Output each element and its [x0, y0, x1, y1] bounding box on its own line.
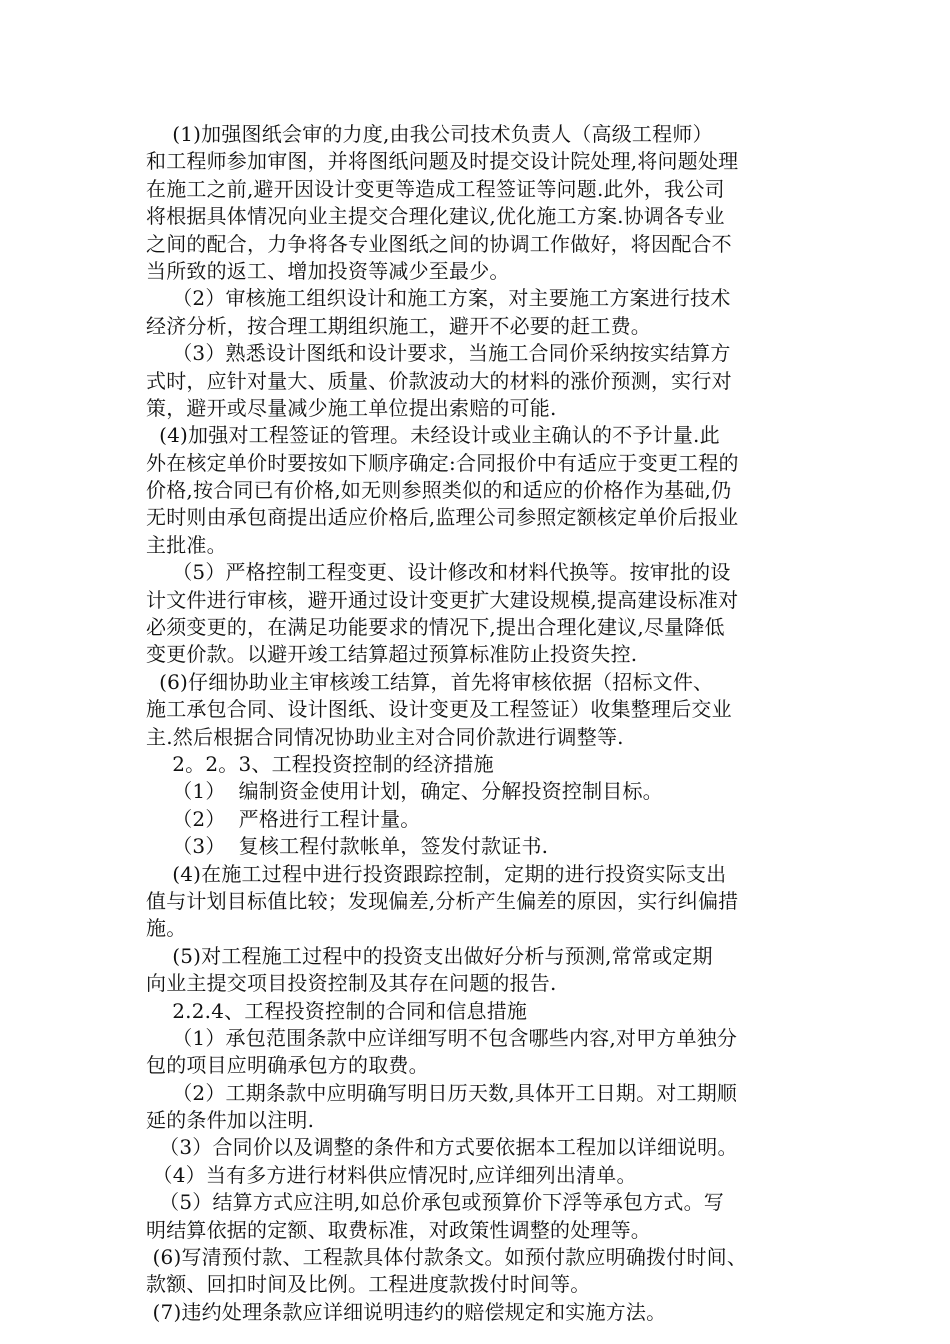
- text-line: (6)写清预付款、工程款具体付款条文。如预付款应明确拨付时间、: [146, 1245, 748, 1270]
- text-line: （3）合同价以及调整的条件和方式要依据本工程加以详细说明。: [146, 1135, 738, 1160]
- text-line: (4)加强对工程签证的管理。未经设计或业主确认的不予计量.此: [146, 423, 720, 448]
- text-line: 2.2.4、工程投资控制的合同和信息措施: [146, 998, 528, 1023]
- text-line: 经济分析，按合理工期组织施工，避开不必要的赶工费。: [146, 313, 651, 338]
- text-line: 施。: [146, 916, 187, 941]
- text-line: （2） 严格进行工程计量。: [146, 806, 421, 831]
- text-line: 无时则由承包商提出适应价格后,监理公司参照定额核定单价后报业: [146, 505, 739, 530]
- text-line: 将根据具体情况向业主提交合理化建议,优化施工方案.协调各专业: [146, 204, 725, 229]
- text-line: （3）熟悉设计图纸和设计要求，当施工合同价采纳按实结算方: [146, 341, 731, 366]
- text-line: 当所致的返工、增加投资等减少至最少。: [146, 258, 510, 283]
- text-line: 之间的配合，力争将各专业图纸之间的协调工作做好，将因配合不: [146, 231, 732, 256]
- text-line: 2。2。3、工程投资控制的经济措施: [146, 751, 494, 776]
- text-line: 款额、回扣时间及比例。工程进度款拨付时间等。: [146, 1272, 591, 1297]
- text-line: 向业主提交项目投资控制及其存在问题的报告.: [146, 971, 557, 996]
- text-line: (5)对工程施工过程中的投资支出做好分析与预测,常常或定期: [146, 943, 713, 968]
- text-line: (7)违约处理条款应详细说明违约的赔偿规定和实施方法。: [146, 1299, 667, 1324]
- text-line: （5）结算方式应注明,如总价承包或预算价下浮等承包方式。写: [146, 1190, 724, 1215]
- text-line: （2）工期条款中应明确写明日历天数,具体开工日期。对工期顺: [146, 1080, 738, 1105]
- text-line: 施工承包合同、设计图纸、设计变更及工程签证）收集整理后交业: [146, 697, 732, 722]
- text-line: 和工程师参加审图，并将图纸问题及时提交设计院处理,将问题处理: [146, 149, 739, 174]
- text-line: （4）当有多方进行材料供应情况时,应详细列出清单。: [146, 1162, 637, 1187]
- text-line: 策，避开或尽量减少施工单位提出索赔的可能.: [146, 395, 557, 420]
- text-line: 变更价款。以避开竣工结算超过预算标准防止投资失控.: [146, 642, 638, 667]
- text-line: 在施工之前,避开因设计变更等造成工程签证等问题.此外，我公司: [146, 176, 725, 201]
- text-line: 计文件进行审核，避开通过设计变更扩大建设规模,提高建设标准对: [146, 587, 739, 612]
- text-line: 外在核定单价时要按如下顺序确定:合同报价中有适应于变更工程的: [146, 450, 739, 475]
- text-line: (1)加强图纸会审的力度,由我公司技术负责人（高级工程师）: [146, 122, 713, 146]
- text-line: （3） 复核工程付款帐单，签发付款证书.: [146, 834, 549, 859]
- text-line: 包的项目应明确承包方的取费。: [146, 1053, 429, 1078]
- text-line: 主.然后根据合同情况协助业主对合同价款进行调整等.: [146, 724, 624, 749]
- document-body: [146, 121, 814, 1326]
- text-line: 式时，应针对量大、质量、价款波动大的材料的涨价预测，实行对: [146, 368, 732, 393]
- text-line: （1） 编制资金使用计划，确定、分解投资控制目标。: [146, 779, 663, 804]
- text-line: (4)在施工过程中进行投资跟踪控制，定期的进行投资实际支出: [146, 861, 727, 886]
- text-line: 延的条件加以注明.: [146, 1108, 315, 1133]
- text-line: (6)仔细协助业主审核竣工结算，首先将审核依据（招标文件、: [146, 669, 714, 694]
- text-line: 价格,按合同已有价格,如无则参照类似的和适应的价格作为基础,仍: [146, 478, 732, 503]
- text-line: （2）审核施工组织设计和施工方案，对主要施工方案进行技术: [146, 286, 731, 311]
- text-line: 主批准。: [146, 532, 227, 557]
- text-line: （1）承包范围条款中应详细写明不包含哪些内容,对甲方单独分: [146, 1025, 738, 1050]
- text-line: 必须变更的，在满足功能要求的情况下,提出合理化建议,尽量降低: [146, 615, 725, 640]
- text-line: 明结算依据的定额、取费标准，对政策性调整的处理等。: [146, 1217, 651, 1242]
- text-line: 值与计划目标值比较；发现偏差,分析产生偏差的原因，实行纠偏措: [146, 888, 739, 913]
- text-line: （5）严格控制工程变更、设计修改和材料代换等。按审批的设: [146, 560, 731, 585]
